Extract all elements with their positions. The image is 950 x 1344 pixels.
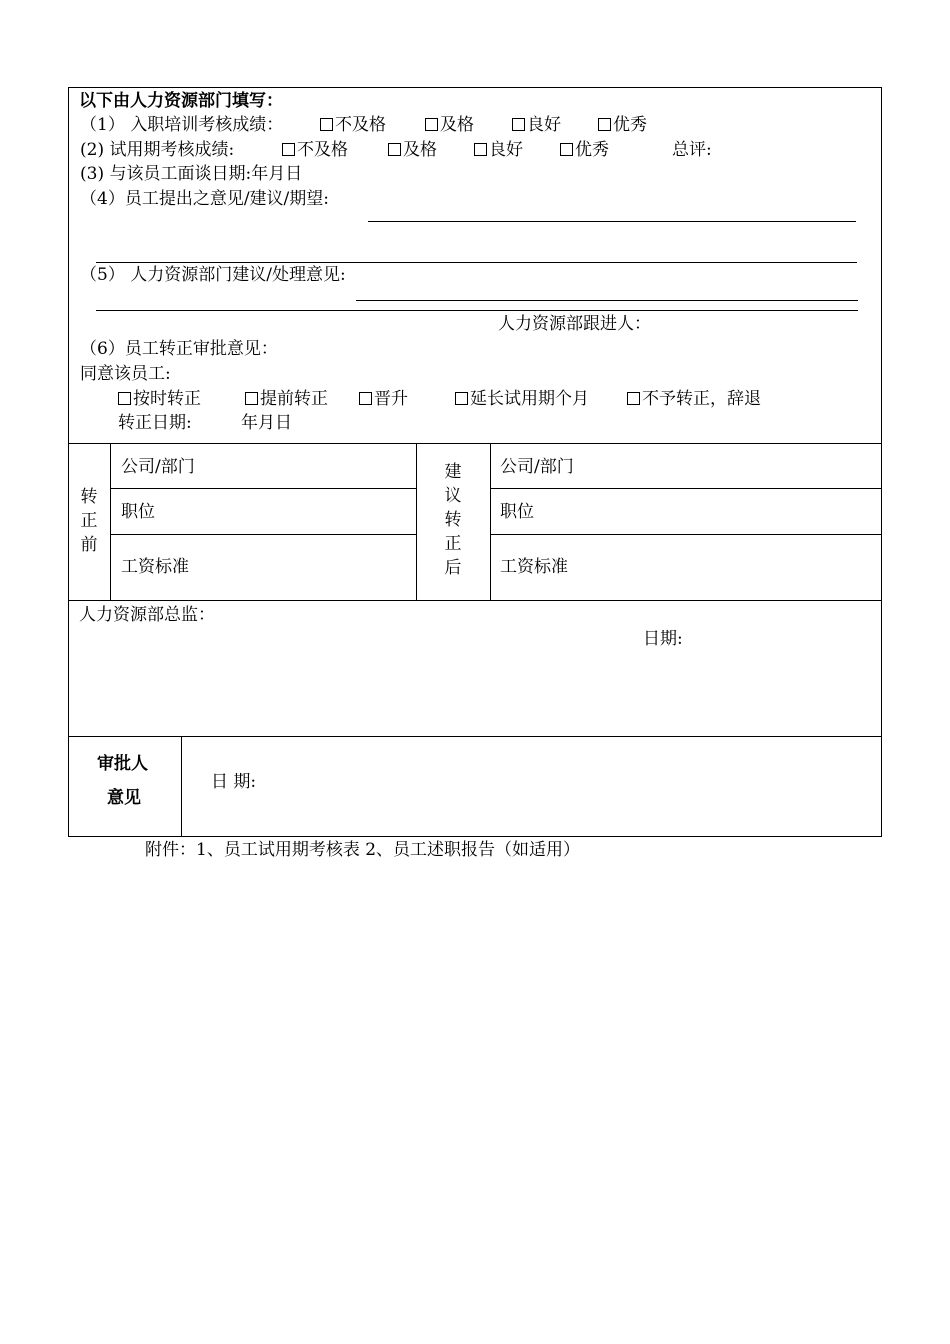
- after-position-label: 职位: [500, 502, 534, 522]
- hr-director-label: 人力资源部总监：: [79, 605, 215, 625]
- after-company-label: 公司/部门: [500, 457, 574, 477]
- checkbox-icon[interactable]: [320, 118, 333, 131]
- approver-top-border: [68, 736, 882, 737]
- before-position-label: 职位: [121, 502, 155, 522]
- item2-summary: 总评:: [672, 140, 712, 160]
- item5-label: （5） 人力资源部门建议/处理意见:: [80, 265, 346, 285]
- checkbox-icon[interactable]: [455, 392, 468, 405]
- item4-answer-line-2[interactable]: [96, 262, 857, 263]
- approver-label-line1: 审批人: [97, 754, 148, 774]
- checkbox-icon[interactable]: [512, 118, 525, 131]
- checkbox-icon[interactable]: [474, 143, 487, 156]
- checkbox-icon[interactable]: [282, 143, 295, 156]
- item6-option-promote[interactable]: 晋升: [359, 389, 408, 409]
- table-divider-after-heading: [490, 443, 491, 600]
- table-row-divider-2-left: [110, 534, 416, 535]
- item6-option-ontime[interactable]: 按时转正: [118, 389, 201, 409]
- approver-divider: [181, 736, 182, 837]
- item6-agree: 同意该员工:: [80, 364, 171, 384]
- table-bottom-border: [68, 600, 882, 601]
- before-salary-label: 工资标准: [121, 557, 189, 577]
- item2-label: (2) 试用期考核成绩:: [80, 140, 235, 160]
- checkbox-icon[interactable]: [627, 392, 640, 405]
- table-row-divider-1-right: [490, 488, 882, 489]
- item1-option-good[interactable]: 良好: [512, 115, 561, 135]
- checkbox-icon[interactable]: [425, 118, 438, 131]
- approver-label-line2: 意见: [107, 788, 141, 808]
- item4-label: （4）员工提出之意见/建议/期望:: [80, 189, 329, 209]
- after-salary-label: 工资标准: [500, 557, 568, 577]
- before-company-label: 公司/部门: [121, 457, 195, 477]
- item2-option-pass[interactable]: 及格: [388, 140, 437, 160]
- item3-label: (3) 与该员工面谈日期:年月日: [80, 164, 303, 184]
- table-divider-before-heading: [110, 443, 111, 600]
- item4-answer-line-1[interactable]: [368, 221, 856, 222]
- checkbox-icon[interactable]: [388, 143, 401, 156]
- item6-date-label: 转正日期:: [118, 413, 192, 433]
- checkbox-icon[interactable]: [560, 143, 573, 156]
- checkbox-icon[interactable]: [118, 392, 131, 405]
- item5-follow-up: 人力资源部跟进人：: [498, 314, 651, 334]
- item2-option-excellent[interactable]: 优秀: [560, 140, 609, 160]
- item6-date-value[interactable]: 年月日: [241, 413, 292, 433]
- item6-option-reject[interactable]: 不予转正，辞退: [627, 389, 761, 409]
- before-heading: 转正前: [80, 487, 98, 555]
- table-top-border: [68, 443, 882, 444]
- item5-answer-line-1[interactable]: [356, 300, 858, 301]
- item1-label: （1） 入职培训考核成绩：: [80, 115, 284, 135]
- approver-date: 日 期:: [211, 772, 257, 792]
- item6-option-extend[interactable]: 延长试用期个月: [455, 389, 589, 409]
- table-row-divider-1-left: [110, 488, 416, 489]
- table-divider-middle: [416, 443, 417, 600]
- item5-answer-line-2[interactable]: [96, 310, 858, 311]
- item2-option-fail[interactable]: 不及格: [282, 140, 348, 160]
- checkbox-icon[interactable]: [598, 118, 611, 131]
- item1-option-excellent[interactable]: 优秀: [598, 115, 647, 135]
- section-header: 以下由人力资源部门填写：: [79, 91, 283, 111]
- hr-director-date: 日期:: [643, 629, 683, 649]
- item6-label: （6）员工转正审批意见：: [80, 339, 278, 359]
- attachments-note: 附件：1、员工试用期考核表 2、员工述职报告（如适用）: [145, 840, 581, 860]
- table-row-divider-2-right: [490, 534, 882, 535]
- item2-option-good[interactable]: 良好: [474, 140, 523, 160]
- checkbox-icon[interactable]: [245, 392, 258, 405]
- item6-option-early[interactable]: 提前转正: [245, 389, 328, 409]
- after-heading: 建议转正后: [444, 462, 462, 578]
- item1-option-fail[interactable]: 不及格: [320, 115, 386, 135]
- checkbox-icon[interactable]: [359, 392, 372, 405]
- item1-option-pass[interactable]: 及格: [425, 115, 474, 135]
